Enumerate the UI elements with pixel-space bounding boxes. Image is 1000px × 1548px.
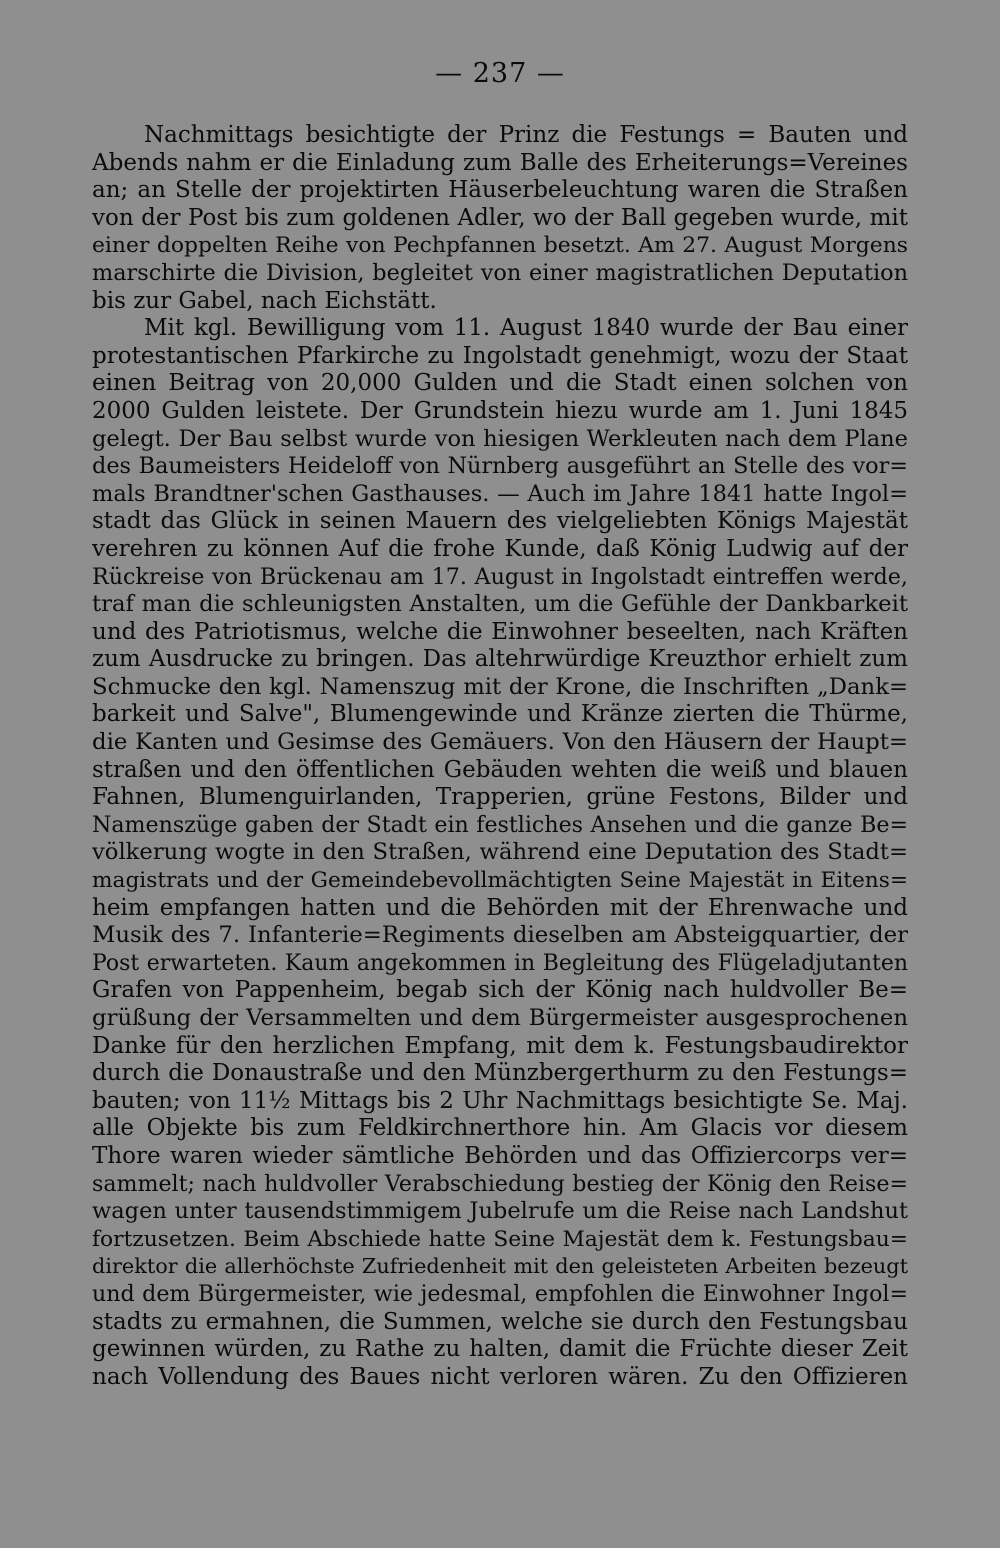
text-line: und des Patriotismus, welche die Einwohner beseelten, nach Kräften <box>92 618 908 645</box>
text-line: bauten; von 11½ Mittags bis 2 Uhr Nachmittags besichtigte Se. Maj. <box>92 1087 908 1114</box>
text-line: 2000 Gulden leistete. Der Grundstein hiezu wurde am 1. Juni 1845 <box>92 397 908 424</box>
text-line: von der Post bis zum goldenen Adler, wo der Ball gegeben wurde, mit <box>92 204 908 231</box>
text-line: grüßung der Versammelten und dem Bürgermeister ausgesprochenen <box>92 1005 908 1031</box>
text-line: Grafen von Pappenheim, begab sich der König nach huldvoller Be= <box>92 977 908 1004</box>
text-line: bis zur Gabel, nach Eichstätt. <box>92 287 437 314</box>
text-line: magistrats und der Gemeindebevollmächtigten Seine Majestät in Eitens= <box>92 868 908 894</box>
text-line: alle Objekte bis zum Feldkirchnerthore hin. Am Glacis vor diesem <box>92 1115 908 1142</box>
text-line: Abends nahm er die Einladung zum Balle des Erheiterungs=Vereines <box>92 149 908 176</box>
text-line: Danke für den herzlichen Empfang, mit dem k. Festungsbaudirektor <box>92 1032 908 1059</box>
text-line: straßen und den öffentlichen Gebäuden wehten die weiß und blauen <box>92 756 908 783</box>
page-number: — 237 — <box>435 58 565 89</box>
text-line: gelegt. Der Bau selbst wurde von hiesigen Werkleuten nach dem Plane <box>92 425 908 452</box>
text-line: Rückreise von Brückenau am 17. August in Ingolstadt eintreffen werde, <box>92 563 908 590</box>
text-line: Post erwarteten. Kaum angekommen in Begleitung des Flügeladjutanten <box>92 950 908 976</box>
text-line: sammelt; nach huldvoller Verabschiedung bestieg der König den Reise= <box>92 1170 908 1197</box>
text-line: fortzusetzen. Beim Abschiede hatte Seine Majestät dem k. Festungsbau= <box>92 1226 908 1252</box>
text-line: Thore waren wieder sämtliche Behörden und das Offiziercorps ver= <box>92 1142 908 1169</box>
text-line: des Baumeisters Heideloff von Nürnberg ausgeführt an Stelle des vor= <box>92 453 908 480</box>
text-line: marschirte die Division, begleitet von einer magistratlichen Deputation <box>92 259 908 286</box>
text-line: Musik des 7. Infanterie=Regiments dieselben am Absteigquartier, der <box>92 922 908 949</box>
text-line: stadt das Glück in seinen Mauern des vielgeliebten Königs Majestät <box>92 508 908 535</box>
text-line: barkeit und Salve", Blumengewinde und Kränze zierten die Thürme, <box>92 701 908 728</box>
text-line: an; an Stelle der projektirten Häuserbeleuchtung waren die Straßen <box>92 177 908 204</box>
text-line: heim empfangen hatten und die Behörden mit der Ehrenwache und <box>92 894 908 921</box>
text-line: Fahnen, Blumenguirlanden, Trapperien, grüne Festons, Bilder und <box>92 784 908 811</box>
text-line: nach Vollendung des Baues nicht verloren wären. Zu den Offizieren <box>92 1363 908 1390</box>
text-line: wagen unter tausendstimmigem Jubelrufe um die Reise nach Landshut <box>92 1198 908 1225</box>
text-line: einen Beitrag von 20,000 Gulden und die Stadt einen solchen von <box>92 370 908 397</box>
text-line: Mit kgl. Bewilligung vom 11. August 1840 wurde der Bau einer <box>144 315 908 342</box>
body-text <box>92 122 908 1391</box>
text-line: durch die Donaustraße und den Münzbergerthurm zu den Festungs= <box>92 1060 908 1087</box>
text-line: direktor die allerhöchste Zufriedenheit mit den geleisteten Arbeiten bezeugt <box>92 1254 908 1279</box>
text-line: Nachmittags besichtigte der Prinz die Festungs = Bauten und <box>144 122 908 148</box>
text-line: verehren zu können Auf die frohe Kunde, daß König Ludwig auf der <box>92 535 908 562</box>
text-line: die Kanten und Gesimse des Gemäuers. Von den Häusern der Haupt= <box>92 729 908 756</box>
text-line: einer doppelten Reihe von Pechpfannen besetzt. Am 27. August Morgens <box>92 233 908 259</box>
text-line: stadts zu ermahnen, die Summen, welche sie durch den Festungsbau <box>92 1308 908 1335</box>
text-line: mals Brandtner'schen Gasthauses. — Auch im Jahre 1841 hatte Ingol= <box>92 480 908 507</box>
text-line: traf man die schleunigsten Anstalten, um die Gefühle der Dankbarkeit <box>92 591 908 618</box>
text-line: Namenszüge gaben der Stadt ein festliches Ansehen und die ganze Be= <box>92 811 908 838</box>
text-line: und dem Bürgermeister, wie jedesmal, empfohlen die Einwohner Ingol= <box>92 1280 908 1307</box>
text-line: zum Ausdrucke zu bringen. Das altehrwürdige Kreuzthor erhielt zum <box>92 646 908 673</box>
text-line: völkerung wogte in den Straßen, während eine Deputation des Stadt= <box>92 839 908 866</box>
text-line: gewinnen würden, zu Rathe zu halten, damit die Früchte dieser Zeit <box>92 1336 908 1363</box>
text-line: Schmucke den kgl. Namenszug mit der Krone, die Inschriften „Dank= <box>92 673 908 700</box>
text-line: protestantischen Pfarkirche zu Ingolstadt genehmigt, wozu der Staat <box>92 342 908 369</box>
